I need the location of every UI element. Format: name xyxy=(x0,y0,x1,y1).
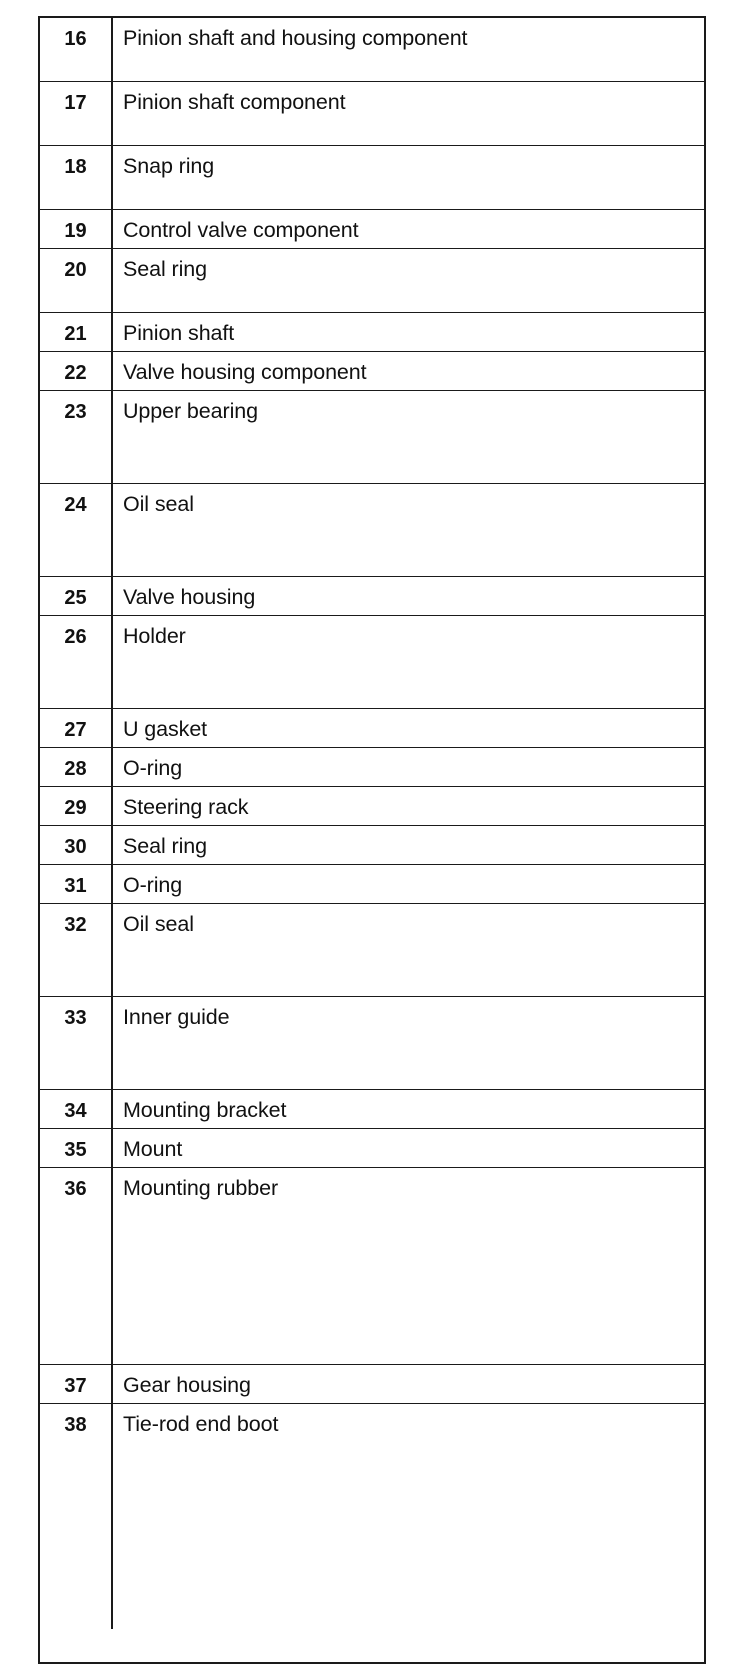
item-number: 20 xyxy=(40,249,113,312)
item-description: Upper bearing xyxy=(123,399,258,423)
item-description: O-ring xyxy=(123,756,183,780)
item-number: 37 xyxy=(40,1365,113,1403)
item-number: 16 xyxy=(40,18,113,81)
table-row xyxy=(40,997,704,1090)
item-description: Holder xyxy=(123,624,186,648)
table-row xyxy=(40,391,704,484)
item-number: 26 xyxy=(40,616,113,708)
item-description: Pinion shaft component xyxy=(123,90,346,114)
item-number: 33 xyxy=(40,997,113,1089)
table-row xyxy=(40,1090,704,1129)
table-row xyxy=(40,709,704,748)
item-description: Snap ring xyxy=(123,154,215,178)
table-row xyxy=(40,146,704,210)
table-row xyxy=(40,826,704,865)
item-number: 36 xyxy=(40,1168,113,1364)
item-description: Mounting bracket xyxy=(123,1098,287,1122)
item-description: O-ring xyxy=(123,873,183,897)
item-number: 28 xyxy=(40,748,113,786)
item-number: 34 xyxy=(40,1090,113,1128)
item-description: U gasket xyxy=(123,717,208,741)
item-number: 27 xyxy=(40,709,113,747)
table-row xyxy=(40,313,704,352)
table-row xyxy=(40,748,704,787)
item-number: 21 xyxy=(40,313,113,351)
item-number: 31 xyxy=(40,865,113,903)
item-description: Mount xyxy=(123,1137,183,1161)
item-description: Inner guide xyxy=(123,1005,230,1029)
table-row xyxy=(40,82,704,146)
item-number: 32 xyxy=(40,904,113,996)
item-description: Pinion shaft and housing component xyxy=(123,26,468,50)
item-description: Control valve component xyxy=(123,218,359,242)
table-row xyxy=(40,577,704,616)
table-row xyxy=(40,1404,704,1629)
item-description: Steering rack xyxy=(123,795,249,819)
item-number: 22 xyxy=(40,352,113,390)
item-number: 29 xyxy=(40,787,113,825)
table-row xyxy=(40,787,704,826)
item-number: 19 xyxy=(40,210,113,248)
item-number: 35 xyxy=(40,1129,113,1167)
item-number: 23 xyxy=(40,391,113,483)
table-row xyxy=(40,352,704,391)
parts-table xyxy=(38,16,706,1664)
item-number: 38 xyxy=(40,1404,113,1629)
item-description: Oil seal xyxy=(123,492,194,516)
item-description: Gear housing xyxy=(123,1373,251,1397)
item-description: Seal ring xyxy=(123,257,207,281)
item-description: Valve housing xyxy=(123,585,256,609)
item-description: Mounting rubber xyxy=(123,1176,279,1200)
item-number: 25 xyxy=(40,577,113,615)
table-row xyxy=(40,1365,704,1404)
table-row xyxy=(40,616,704,709)
item-number: 30 xyxy=(40,826,113,864)
item-description: Tie-rod end boot xyxy=(123,1412,279,1436)
item-description: Seal ring xyxy=(123,834,207,858)
table-row xyxy=(40,249,704,313)
table-row xyxy=(40,865,704,904)
item-number: 24 xyxy=(40,484,113,576)
item-description: Oil seal xyxy=(123,912,194,936)
table-row xyxy=(40,18,704,82)
table-row xyxy=(40,210,704,249)
table-row xyxy=(40,1168,704,1365)
item-description: Valve housing component xyxy=(123,360,367,384)
table-row xyxy=(40,904,704,997)
item-number: 18 xyxy=(40,146,113,209)
table-row xyxy=(40,484,704,577)
item-description: Pinion shaft xyxy=(123,321,235,345)
table-row xyxy=(40,1129,704,1168)
item-number: 17 xyxy=(40,82,113,145)
